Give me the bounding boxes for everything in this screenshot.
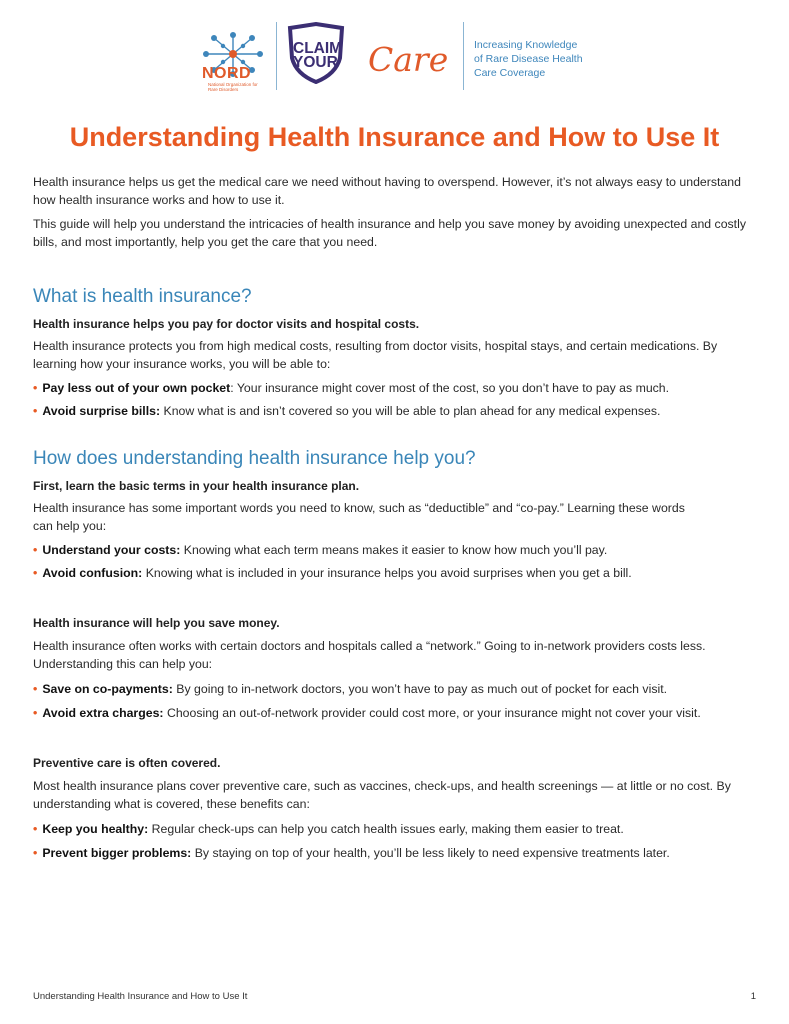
- list-item: [33, 541, 763, 559]
- bullet-text: Choosing an out-of-network provider could cost more, or your insurance might not cover your visit.: [166, 706, 701, 720]
- tagline-line: Care Coverage: [474, 67, 546, 79]
- section-lead: Health insurance helps you pay for doctor visits and hospital costs.: [33, 317, 420, 331]
- bullet-text: Regular check-ups can help you catch health issues early, making them easier to treat.: [151, 822, 624, 836]
- section-lead: Preventive care is often covered.: [33, 756, 221, 770]
- bullet-icon: •: [33, 404, 38, 418]
- list-item: [33, 680, 763, 698]
- section-body: Health insurance often works with certain doctors and hospitals called a “network.” Going to in-network providers costs less. Understanding this can help you:: [33, 639, 706, 671]
- bullet-icon: •: [33, 706, 38, 720]
- bullet-term: Prevent bigger problems:: [42, 846, 192, 860]
- nord-wordmark: NORD: [202, 65, 252, 82]
- list-item: [33, 564, 763, 582]
- bullet-text: Knowing what is included in your insurance helps you avoid surprises when you get a bill.: [145, 566, 632, 580]
- list-item: [33, 704, 763, 722]
- intro-paragraph: This guide will help you understand the intricacies of health insurance and help you save money by avoiding unexpected and costly bills, and most importantly, help you get the care that you need.: [33, 217, 746, 249]
- section-lead: Health insurance will help you save money.: [33, 616, 280, 630]
- bullet-term: Avoid confusion:: [42, 566, 143, 580]
- bullet-term: Save on co-payments:: [42, 682, 173, 696]
- bullet-text: Knowing what each term means makes it easier to know how much you’ll pay.: [183, 543, 608, 557]
- section-heading: What is health insurance?: [33, 286, 252, 307]
- bullet-icon: •: [33, 381, 38, 395]
- list-item: [33, 402, 763, 420]
- footer-title: Understanding Health Insurance and How to Use It: [33, 991, 248, 1002]
- bullet-icon: •: [33, 822, 38, 836]
- tagline-line: of Rare Disease Health: [474, 53, 583, 65]
- bullet-term: Keep you healthy:: [42, 822, 149, 836]
- bullet-text: Know what is and isn’t covered so you will be able to plan ahead for any medical expenses.: [163, 404, 661, 418]
- list-item: [33, 844, 763, 862]
- nord-subtitle: National Organization for Rare Disorders: [208, 82, 258, 92]
- bullet-text: Your insurance might cover most of the cost, so you don’t have to pay as much.: [236, 381, 670, 395]
- bullet-term: Avoid surprise bills:: [42, 404, 161, 418]
- intro-paragraph: Health insurance helps us get the medical care we need without having to overspend. However, it’s not always easy to understand how health insurance works and how to use it.: [33, 175, 741, 207]
- list-item: [33, 820, 763, 838]
- page-title: Understanding Health Insurance and How to Use It: [69, 122, 720, 152]
- section-body: Health insurance protects you from high medical costs, resulting from doctor visits, hospital stays, and certain medications. By learning how your insurance works, you will be able to:: [33, 339, 718, 371]
- bullet-term: Avoid extra charges:: [42, 706, 164, 720]
- bullet-icon: •: [33, 566, 38, 580]
- header: [200, 16, 620, 100]
- bullet-separator: :: [230, 381, 237, 395]
- section-lead: First, learn the basic terms in your health insurance plan.: [33, 479, 360, 493]
- bullet-icon: •: [33, 543, 38, 557]
- bullet-term: Pay less out of your own pocket: [42, 381, 231, 395]
- bullet-term: Understand your costs:: [42, 543, 181, 557]
- bullet-text: By staying on top of your health, you’ll be less likely to need expensive treatments later.: [194, 846, 670, 860]
- care-wordmark: Care: [368, 40, 449, 79]
- section-body: Health insurance has some important words you need to know, such as “deductible” and “co-pay.” Learning these words can help you:: [33, 501, 685, 533]
- section-heading: How does understanding health insurance help you?: [33, 448, 476, 469]
- bullet-text: By going to in-network doctors, you won’t have to pay as much out of pocket for each visit.: [176, 682, 668, 696]
- bullet-icon: •: [33, 682, 38, 696]
- header-divider-2: [463, 22, 464, 90]
- page-number: 1: [750, 991, 756, 1002]
- claim-your-wordmark: [293, 42, 342, 70]
- tagline-line: Increasing Knowledge: [474, 39, 578, 51]
- tagline: [474, 38, 583, 80]
- header-divider: [276, 22, 277, 90]
- page-footer: [33, 991, 756, 1002]
- bullet-icon: •: [33, 846, 38, 860]
- claim-word: CLAIM: [293, 40, 343, 57]
- section-body: Most health insurance plans cover preventive care, such as vaccines, check-ups, and health screenings — at little or no cost. By understanding what is covered, these benefits can:: [33, 779, 731, 811]
- list-item: [33, 379, 763, 397]
- your-word: YOUR: [293, 54, 338, 71]
